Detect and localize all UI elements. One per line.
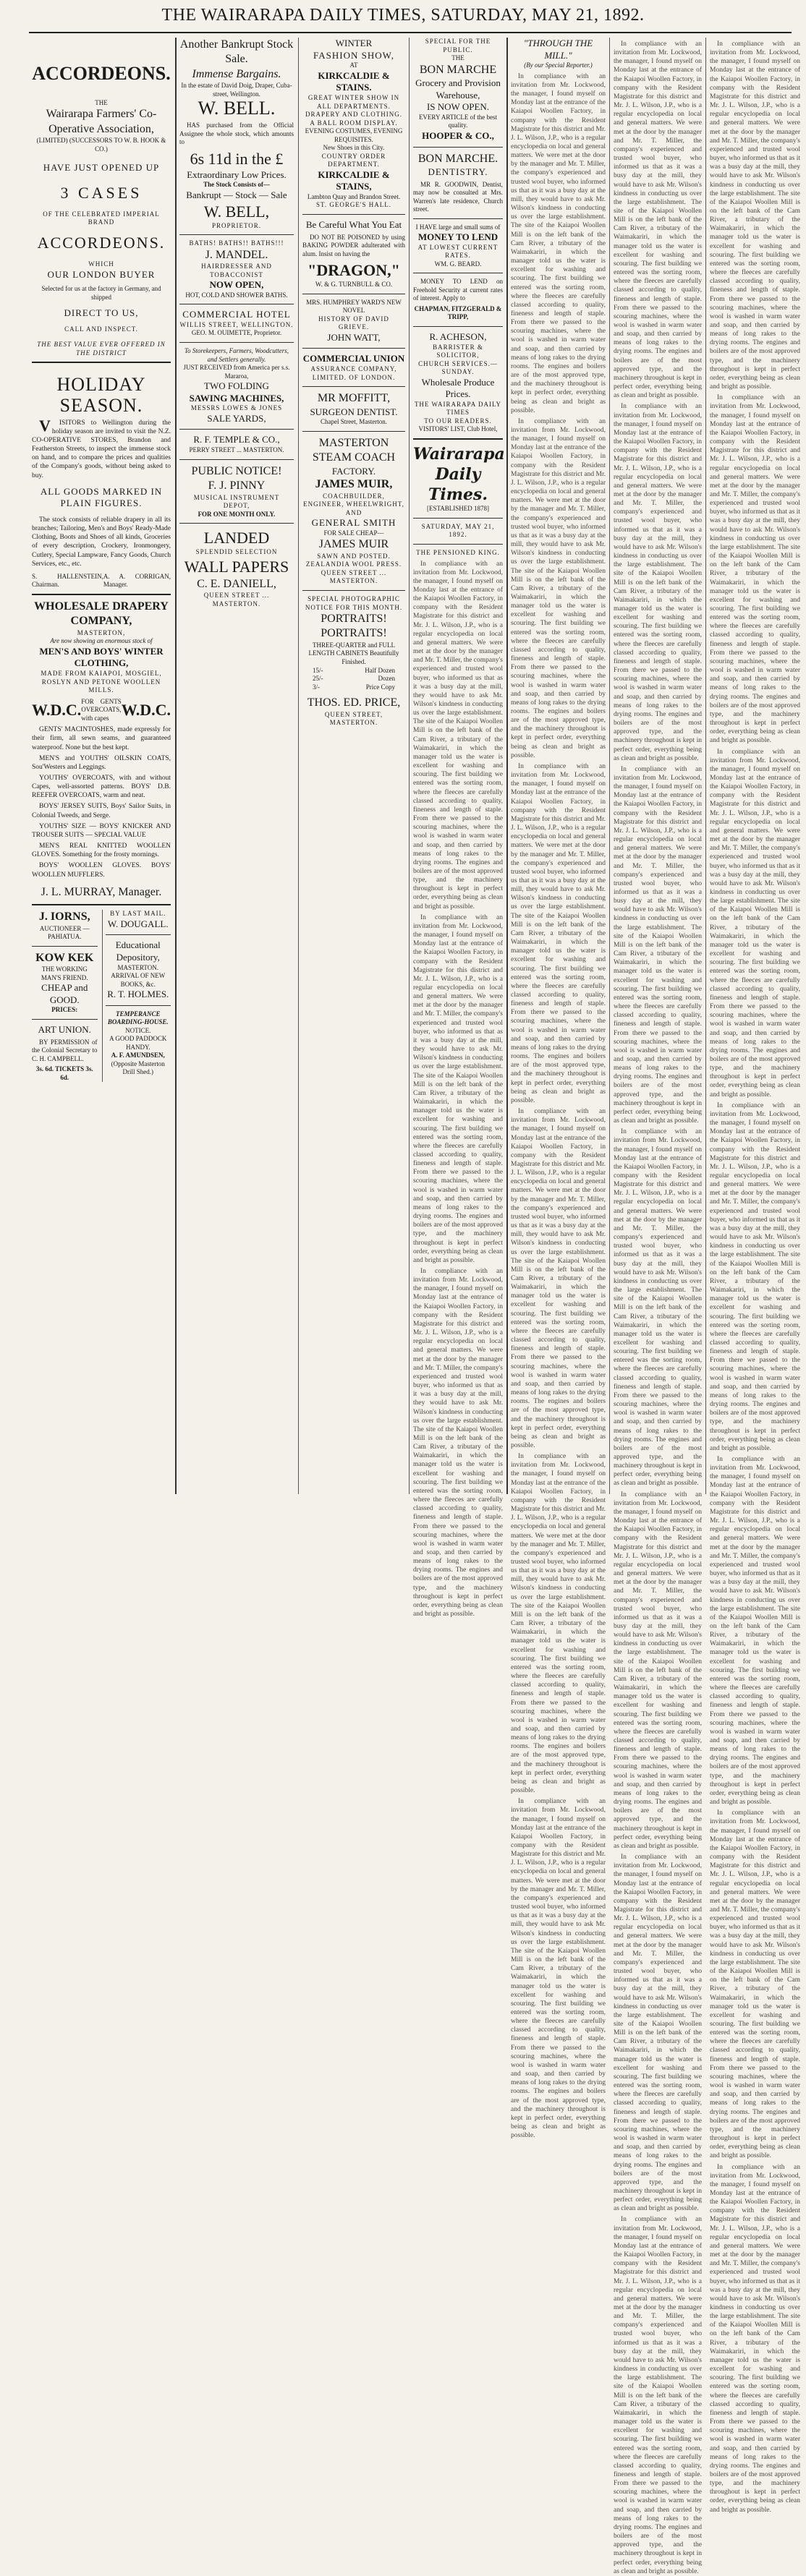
cheap-good: CHEAP and GOOD. bbox=[41, 982, 88, 1005]
bankrupt-stock-sale: Bankrupt — Stock — Sale bbox=[186, 189, 287, 200]
gents-text: GENTS' MACINTOSHES, made expressly for their firm, all sewn seams, and guaranteed waterproof. None but the best kept. bbox=[32, 726, 171, 751]
bon-marche: BON MARCHE bbox=[419, 63, 497, 76]
visitors-list: VISITORS' LIST, Club Hotel, bbox=[418, 425, 498, 433]
daniell-heading: C. E. DANIELL, bbox=[197, 577, 276, 590]
every-article: EVERY ARTICLE of the best quality. bbox=[418, 113, 498, 129]
new-shoes: New Shoes in this City. bbox=[323, 144, 385, 152]
thos-price: THOS. ED. PRICE, bbox=[307, 696, 401, 709]
cases-heading: 3 CASES bbox=[60, 183, 143, 202]
country-order: COUNTRY ORDER DEPARTMENT. bbox=[321, 152, 386, 169]
poisoned-text: DO NOT BE POISONED by using BAKING POWDER adulterated with alum. Insist on having the bbox=[302, 233, 405, 257]
purchased-text: HAS purchased from the Official Assignee the whole stock, which amounts to bbox=[179, 121, 294, 146]
dougall: W. DOUGALL. bbox=[107, 918, 169, 929]
article-text-5: In compliance with an invitation from Mr. Lockwood, the manager, I found myself on Monday last at the entrance of the Kaiapoi Woollen Factory, in company with the Resident Magistrate for this district and Mr. J. L. Wilson, J.P., who is a regular encyclopedia on local and general matters. We were met at the door by the manager and Mr. T. Miller, the company's experienced and trusted wool buyer, who informed us that as it was a busy day at the mill, they would have to ask Mr. Wilson's kindness in conducting us over the large establishment. The site of the Kaiapoi Woollen Mill is on the left bank of the Cam River, a tributary of the Waimakariri, in which the manager told us the water is excellent for washing and scouring. The first building we entered was the sorting room, where the fleeces are carefully classed according to quality, fineness and length of staple. From there we passed to the scouring machines, where the wool is washed in warm water and soap, and then carried by means of long rakes to the drying rooms. The engines and boilers are of the most approved type, and the machinery throughout is kept in perfect order, everything being as clean and bright as possible. bbox=[511, 72, 606, 414]
direct-to-us: DIRECT TO US, bbox=[64, 307, 139, 319]
general-smith: GENERAL SMITH bbox=[311, 517, 396, 529]
column-rule bbox=[506, 38, 508, 1494]
best-value: THE BEST VALUE EVER OFFERED IN THE DISTRICT bbox=[37, 341, 166, 357]
kirkcaldie-heading-2: KIRKCALDIE & STAINS, bbox=[318, 169, 390, 192]
moffitt-heading: MR MOFFITT, bbox=[317, 392, 391, 405]
knitted-text: MEN'S REAL KNITTED WOOLLEN GLOVES. Something for the frosty mornings. bbox=[32, 843, 171, 859]
iorns-heading: J. IORNS, bbox=[38, 910, 90, 924]
for-sale: FOR SALE CHEAP— bbox=[323, 529, 384, 537]
special-public: SPECIAL FOR THE PUBLIC. bbox=[425, 38, 491, 54]
ball-room: A BALL ROOM DISPLAY. bbox=[310, 119, 398, 127]
amundsen: A. F. AMUNDSEN, bbox=[111, 1052, 165, 1059]
youths-text-2: YOUTHS' OVERCOATS, with and without Capes, well-assorted patterns. BOYS' D.B. REEFER OVERCOATS, warm and neat. bbox=[32, 774, 171, 800]
art-union: ART UNION. bbox=[38, 1023, 91, 1035]
beard: WM. G. BEARD. bbox=[434, 260, 482, 268]
column-6 bbox=[614, 38, 702, 2575]
article-text-5d: In compliance with an invitation from Mr. Lockwood, the manager, I found myself on Monday last at the entrance of the Kaiapoi Woollen Factory, in company with the Resident Magistrate for this district and Mr. J. L. Wilson, J.P., who is a regular encyclopedia on local and general matters. We were met at the door by the manager and Mr. T. Miller, the company's experienced and trusted wool buyer, who informed us that as it was a busy day at the mill, they would have to ask Mr. Wilson's kindness in conducting us over the large establishment. The site of the Kaiapoi Woollen Mill is on the left bank of the Cam River, a tributary of the Waimakariri, in which the manager told us the water is excellent for washing and scouring. The first building we entered was the sorting room, where the fleeces are carefully classed according to quality, fineness and length of staple. From there we passed to the scouring machines, where the wool is washed in warm water and soap, and then carried by means of long rakes to the drying rooms. The engines and boilers are of the most approved type, and the machinery throughout is kept in perfect order, everything being as clean and bright as possible. bbox=[511, 1108, 606, 1449]
column-rule bbox=[705, 38, 706, 1494]
celebrated-line: OF THE CELEBRATED IMPERIAL BRAND bbox=[43, 210, 160, 226]
article-text-5f: In compliance with an invitation from Mr. Lockwood, the manager, I found myself on Monday last at the entrance of the Kaiapoi Woollen Factory, in company with the Resident Magistrate for this district and Mr. J. L. Wilson, J.P., who is a regular encyclopedia on local and general matters. We were met at the door by the manager and Mr. T. Miller, the company's experienced and trusted wool buyer, who informed us that as it was a busy day at the mill, they would have to ask Mr. Wilson's kindness in conducting us over the large establishment. The site of the Kaiapoi Woollen Mill is on the left bank of the Cam River, a tributary of the Waimakariri, in which the manager told us the water is excellent for washing and scouring. The first building we entered was the sorting room, where the fleeces are carefully classed according to quality, fineness and length of staple. From there we passed to the scouring machines, where the wool is washed in warm water and soap, and then carried by means of long rakes to the drying rooms. The engines and boilers are of the most approved type, and the machinery throughout is kept in perfect order, everything being as clean and bright as possible. bbox=[511, 1798, 606, 2140]
drapery-clothing: DRAPERY AND CLOTHING. bbox=[305, 111, 402, 119]
article-text-7g: In compliance with an invitation from Mr. Lockwood, the manager, I found myself on Monday last at the entrance of the Kaiapoi Woollen Factory, in company with the Resident Magistrate for this district and Mr. J. L. Wilson, J.P., who is a regular encyclopedia on local and general matters. We were met at the door by the manager and Mr. T. Miller, the company's experienced and trusted wool buyer, who informed us that as it was a busy day at the mill, they would have to ask Mr. Wilson's kindness in conducting us over the large establishment. The site of the Kaiapoi Woollen Mill is on the left bank of the Cam River, a tributary of the Waimakariri, in which the manager told us the water is excellent for washing and scouring. The first building we entered was the sorting room, where the fleeces are carefully classed according to quality, fineness and length of staple. From there we passed to the scouring machines, where the wool is washed in warm water and soap, and then carried by means of long rakes to the drying rooms. The engines and boilers are of the most approved type, and the machinery throughout is kept in perfect order, everything being as clean and bright as possible. bbox=[710, 2163, 800, 2514]
column-rule bbox=[609, 38, 610, 1494]
have-opened: HAVE JUST OPENED UP bbox=[43, 162, 160, 174]
musical-depot: MUSICAL INSTRUMENT DEPOT, bbox=[193, 493, 280, 510]
now-open: NOW OPEN, bbox=[209, 279, 264, 291]
grocery-line: Grocery and Provision Warehouse, bbox=[415, 77, 501, 101]
column-1 bbox=[32, 38, 171, 1494]
accordeons-heading: ACCORDEONS. bbox=[32, 63, 171, 84]
column-rule bbox=[409, 38, 410, 1494]
hot-cold: HOT, COLD AND SHOWER BATHS. bbox=[185, 291, 288, 299]
perry-street: PERRY STREET ... MASTERTON. bbox=[189, 446, 284, 454]
wholesale-heading: WHOLESALE DRAPERY COMPANY, bbox=[34, 600, 169, 628]
plain-figures: ALL GOODS MARKED IN PLAIN FIGURES. bbox=[40, 485, 163, 509]
commercial-hotel: COMMERCIAL HOTEL bbox=[182, 309, 291, 320]
masthead: THE WAIRARAPA DAILY TIMES, SATURDAY, MAY 21, 1892. bbox=[161, 6, 645, 25]
temple-heading: R. F. TEMPLE & CO., bbox=[193, 434, 280, 445]
jersey-text: BOYS' JERSEY SUITS, Boys' Sailor Suits, in Colonial Tweeds, and Serge. bbox=[32, 803, 171, 819]
steam-masterton: MASTERTON bbox=[318, 436, 389, 449]
column-5 bbox=[511, 38, 606, 2140]
half-dozen: Half Dozen bbox=[365, 666, 395, 674]
james-muir: JAMES MUIR, bbox=[315, 478, 393, 491]
holiday-heading: HOLIDAY SEASON. bbox=[56, 374, 146, 416]
landed-heading: LANDED bbox=[203, 529, 270, 547]
article-text-6f: In compliance with an invitation from Mr. Lockwood, the manager, I found myself on Monday last at the entrance of the Kaiapoi Woollen Factory, in company with the Resident Magistrate for this district and Mr. J. L. Wilson, J.P., who is a regular encyclopedia on local and general matters. We were met at the door by the manager and Mr. T. Miller, the company's experienced and trusted wool buyer, who informed us that as it was a busy day at the mill, they would have to ask Mr. Wilson's kindness in conducting us over the large establishment. The site of the Kaiapoi Woollen Mill is on the left bank of the Cam River, a tributary of the Waimakariri, in which the manager told us the water is excellent for washing and scouring. The first building we entered was the sorting room, where the fleeces are carefully classed according to quality, fineness and length of staple. From there we passed to the scouring machines, where the wool is washed in warm water and soap, and then carried by means of long rakes to the drying rooms. The engines and boilers are of the most approved type, and the machinery throughout is kept in perfect order, everything being as clean and bright as possible. bbox=[614, 1854, 702, 2213]
evening-costumes: EVENING COSTUMES, EVENING REQUISITES. bbox=[305, 127, 403, 143]
stock-text: The stock consists of reliable drapery in all its branches; Tailoring, Men's and Boys' Ready-Made Clothing, Boots and Shoes of all kinds, Groceries of every description, Crockery, Ironmongery, Cutlery, Special Lampware, Fancy Goods, Church Services, etc., etc. bbox=[32, 516, 171, 568]
article-text-4: In compliance with an invitation from Mr. Lockwood, the manager, I found myself on Monday last at the entrance of the Kaiapoi Woollen Factory, in company with the Resident Magistrate for this district and Mr. J. L. Wilson, J.P., who is a regular encyclopedia on local and general matters. We were met at the door by the manager and Mr. T. Miller, the company's experienced and trusted wool buyer, who informed us that as it was a busy day at the mill, they would have to ask Mr. Wilson's kindness in conducting us over the large establishment. The site of the Kaiapoi Woollen Mill is on the left bank of the Cam River, a tributary of the Waimakariri, in which the manager told us the water is excellent for washing and scouring. The first building we entered was the sorting room, where the fleeces are carefully classed according to quality, fineness and length of staple. From there we passed to the scouring machines, where the wool is washed in warm water and soap, and then carried by means of long rakes to the drying rooms. The engines and boilers are of the most approved type, and the machinery throughout is kept in perfect order, everything being as clean and bright as possible. bbox=[413, 560, 503, 910]
wbell-heading: W. BELL. bbox=[198, 98, 276, 119]
masthead-rule bbox=[29, 32, 792, 33]
article-text-6b: In compliance with an invitation from Mr. Lockwood, the manager, I found myself on Monday last at the entrance of the Kaiapoi Woollen Factory, in company with the Resident Magistrate for this district and Mr. J. L. Wilson, J.P., who is a regular encyclopedia on local and general matters. We were met at the door by the manager and Mr. T. Miller, the company's experienced and trusted wool buyer, who informed us that as it was a busy day at the mill, they would have to ask Mr. Wilson's kindness in conducting us over the large establishment. The site of the Kaiapoi Woollen Mill is on the left bank of the Cam River, a tributary of the Waimakariri, in which the manager told us the water is excellent for washing and scouring. The first building we entered was the sorting room, where the fleeces are carefully classed according to quality, fineness and length of staple. From there we passed to the scouring machines, where the wool is washed in warm water and soap, and then carried by means of long rakes to the drying rooms. The engines and boilers are of the most approved type, and the machinery throughout is kept in perfect order, everything being as clean and bright as possible. bbox=[614, 403, 702, 762]
temperance-heading: TEMPERANCE BOARDING-HOUSE. bbox=[107, 1010, 169, 1026]
the-label: THE bbox=[95, 98, 108, 106]
established: [ESTABLISHED 1878] bbox=[426, 505, 490, 513]
article-text-6e: In compliance with an invitation from Mr. Lockwood, the manager, I found myself on Monday last at the entrance of the Kaiapoi Woollen Factory, in company with the Resident Magistrate for this district and Mr. J. L. Wilson, J.P., who is a regular encyclopedia on local and general matters. We were met at the door by the manager and Mr. T. Miller, the company's experienced and trusted wool buyer, who informed us that as it was a busy day at the mill, they would have to ask Mr. Wilson's kindness in conducting us over the large establishment. The site of the Kaiapoi Woollen Mill is on the left bank of the Cam River, a tributary of the Waimakariri, in which the manager told us the water is excellent for washing and scouring. The first building we entered was the sorting room, where the fleeces are carefully classed according to quality, fineness and length of staple. From there we passed to the scouring machines, where the wool is washed in warm water and soap, and then carried by means of long rakes to the drying rooms. The engines and boilers are of the most approved type, and the machinery throughout is kept in perfect order, everything being as clean and bright as possible. bbox=[614, 1490, 702, 1850]
article-text-6d: In compliance with an invitation from Mr. Lockwood, the manager, I found myself on Monday last at the entrance of the Kaiapoi Woollen Factory, in company with the Resident Magistrate for this district and Mr. J. L. Wilson, J.P., who is a regular encyclopedia on local and general matters. We were met at the door by the manager and Mr. T. Miller, the company's experienced and trusted wool buyer, who informed us that as it was a busy day at the mill, they would have to ask Mr. Wilson's kindness in conducting us over the large establishment. The site of the Kaiapoi Woollen Mill is on the left bank of the Cam River, a tributary of the Waimakariri, in which the manager told us the water is excellent for washing and scouring. The first building we entered was the sorting room, where the fleeces are carefully classed according to quality, fineness and length of staple. From there we passed to the scouring machines, where the wool is washed in warm water and soap, and then carried by means of long rakes to the drying rooms. The engines and boilers are of the most approved type, and the machinery throughout is kept in perfect order, everything being as clean and bright as possible. bbox=[614, 1128, 702, 1488]
murray-signature: J. L. MURRAY, Manager. bbox=[41, 885, 162, 898]
money-lend-text: MONEY TO LEND on Freehold Security at current rates of interest. Apply to bbox=[413, 278, 503, 302]
column-3 bbox=[302, 38, 405, 1494]
portraits-1: PORTRAITS! bbox=[321, 613, 387, 626]
lambton-line: Lambton Quay and Brandon Street. bbox=[307, 192, 401, 200]
price-1: 15/- bbox=[313, 666, 323, 674]
goodwin-text: MR R. GOODWIN, Dentist, may now be consulted at Mrs. Warren's late residence, Church street. bbox=[413, 180, 503, 213]
the-label-4: THE bbox=[451, 54, 464, 62]
willis-street: WILLIS STREET, WELLINGTON. bbox=[179, 320, 294, 328]
educational-heading: Educational Depository, bbox=[115, 939, 161, 963]
youths-text: MEN'S and YOUTHS' OILSKIN COATS, Sou'Westers and Leggings. bbox=[32, 754, 171, 771]
pensioned-king: THE PENSIONED KING. bbox=[416, 548, 500, 556]
bankrupt-heading: Another Bankrupt Stock Sale. bbox=[179, 38, 294, 66]
money-to-lend: MONEY TO LEND bbox=[417, 231, 499, 243]
have-large: I HAVE large and small sums of bbox=[415, 223, 501, 231]
kow-kek-heading: KOW KEK bbox=[35, 951, 94, 964]
winter-clothing: MEN'S AND BOYS' WINTER CLOTHING, bbox=[39, 645, 164, 669]
wdc-mid: FOR GENTS OVERCOATS, with capes bbox=[81, 697, 122, 722]
surgeon-dentist: SURGEON DENTIST. bbox=[310, 406, 398, 417]
article-text-6g: In compliance with an invitation from Mr. Lockwood, the manager, I found myself on Monday last at the entrance of the Kaiapoi Woollen Factory, in company with the Resident Magistrate for this district and Mr. J. L. Wilson, J.P., who is a regular encyclopedia on local and general matters. We were met at the door by the manager and Mr. T. Miller, the company's experienced and trusted wool buyer, who informed us that as it was a busy day at the mill, they would have to ask Mr. Wilson's kindness in conducting us over the large establishment. The site of the Kaiapoi Woollen Mill is on the left bank of the Cam River, a tributary of the Waimakariri, in which the manager told us the water is excellent for washing and scouring. The first building we entered was the sorting room, where the fleeces are carefully classed according to quality, fineness and length of staple. From there we passed to the scouring machines, where the wool is washed in warm water and soap, and then carried by means of long rakes to the drying rooms. The engines and boilers are of the most approved type, and the machinery throughout is kept in perfect order, everything being as clean and bright as possible. bbox=[614, 2216, 702, 2575]
by-last-mail: BY LAST MAIL. bbox=[110, 910, 166, 918]
chapman: CHAPMAN, FITZGERALD & TRIPP, bbox=[414, 304, 502, 321]
article-text-7: In compliance with an invitation from Mr. Lockwood, the manager, I found myself on Monday last at the entrance of the Kaiapoi Woollen Factory, in company with the Resident Magistrate for this district and Mr. J. L. Wilson, J.P., who is a regular encyclopedia on local and general matters. We were met at the door by the manager and Mr. T. Miller, the company's experienced and trusted wool buyer, who informed us that as it was a busy day at the mill, they would have to ask Mr. Wilson's kindness in conducting us over the large establishment. The site of the Kaiapoi Woollen Mill is on the left bank of the Cam River, a tributary of the Waimakariri, in which the manager told us the water is excellent for washing and scouring. The first building we entered was the sorting room, where the fleeces are carefully classed according to quality, fineness and length of staple. From there we passed to the scouring machines, where the wool is washed in warm water and soap, and then carried by means of long rakes to the drying rooms. The engines and boilers are of the most approved type, and the machinery throughout is kept in perfect order, everything being as clean and bright as possible. bbox=[710, 40, 800, 391]
commercial-union: COMMERCIAL UNION bbox=[302, 353, 405, 364]
price-3: 3/- bbox=[313, 683, 320, 691]
humphrey-line: MRS. HUMPHREY WARD'S NEW NOVEL bbox=[306, 298, 402, 315]
lowest-rates: AT LOWEST CURRENT RATES. bbox=[417, 243, 499, 260]
two-folding: TWO FOLDING bbox=[204, 380, 269, 392]
dentistry: DENTISTRY. bbox=[428, 166, 488, 178]
article-text-7f: In compliance with an invitation from Mr. Lockwood, the manager, I found myself on Monday last at the entrance of the Kaiapoi Woollen Factory, in company with the Resident Magistrate for this district and Mr. J. L. Wilson, J.P., who is a regular encyclopedia on local and general matters. We were met at the door by the manager and Mr. T. Miller, the company's experienced and trusted wool buyer, who informed us that as it was a busy day at the mill, they would have to ask Mr. Wilson's kindness in conducting us over the large establishment. The site of the Kaiapoi Woollen Mill is on the left bank of the Cam River, a tributary of the Waimakariri, in which the manager told us the water is excellent for washing and scouring. The first building we entered was the sorting room, where the fleeces are carefully classed according to quality, fineness and length of staple. From there we passed to the scouring machines, where the wool is washed in warm water and soap, and then carried by means of long rakes to the drying rooms. The engines and boilers are of the most approved type, and the machinery throughout is kept in perfect order, everything being as clean and bright as possible. bbox=[710, 1809, 800, 2160]
working-man: THE WORKING MAN'S FRIEND. bbox=[41, 965, 88, 981]
coachbuilder: COACHBUILDER, ENGINEER, WHEELWRIGHT, AND bbox=[303, 492, 404, 516]
sale-yards: SALE YARDS, bbox=[207, 412, 266, 424]
which-label: WHICH bbox=[88, 260, 114, 268]
st-georges: ST. GEORGE'S HALL. bbox=[316, 201, 391, 209]
sawing-machines: SAWING MACHINES, bbox=[189, 392, 284, 404]
three-quarter: THREE-QUARTER and FULL LENGTH CABINETS Beautifully Finished. bbox=[308, 641, 399, 665]
made-from: MADE FROM KAIAPOI, MOSGIEL, ROSLYN AND PETONE WOOLLEN MILLS. bbox=[41, 670, 162, 694]
assurance-line: ASSURANCE COMPANY, LIMITED. OF LONDON. bbox=[310, 365, 397, 381]
now-open-4: IS NOW OPEN. bbox=[426, 101, 490, 113]
ouimette-line: GEO. M. OUIMETTE, Proprietor. bbox=[191, 329, 282, 337]
just-received: JUST RECEIVED from America per s.s. Mararoa, bbox=[183, 364, 290, 380]
great-winter: GREAT WINTER SHOW IN ALL DEPARTMENTS. bbox=[307, 94, 400, 110]
church-services: CHURCH SERVICES.—SUNDAY. bbox=[418, 359, 498, 376]
signature-chairman: S. HALLENSTEIN, Chairman. bbox=[32, 572, 103, 589]
pinny-heading: F. J. PINNY bbox=[208, 479, 266, 492]
dozen: Dozen bbox=[378, 675, 395, 683]
educational-town: MASTERTON. bbox=[117, 963, 159, 971]
price-line: 6s 11d in the £ bbox=[190, 149, 284, 168]
column-rule bbox=[175, 38, 177, 1494]
showing-line: Are now showing an enormous stock of bbox=[50, 637, 153, 645]
association-name: Wairarapa Farmers' Co-Operative Association, bbox=[46, 108, 157, 135]
wbell-heading-2: W. BELL, bbox=[203, 202, 270, 221]
wall-papers: WALL PAPERS bbox=[184, 557, 289, 576]
estate-line: In the estate of David Doig, Draper, Cuba-street, Wellington. bbox=[181, 82, 292, 98]
queen-street-3: QUEEN STREET ... MASTERTON. bbox=[321, 568, 387, 585]
signature-manager: A. A. CORRIGAN, Manager. bbox=[103, 572, 171, 589]
queen-street-price: QUEEN STREET, MASTERTON. bbox=[324, 710, 383, 727]
article-text-5b: In compliance with an invitation from Mr. Lockwood, the manager, I found myself on Monday last at the entrance of the Kaiapoi Woollen Factory, in company with the Resident Magistrate for this district and Mr. J. L. Wilson, J.P., who is a regular encyclopedia on local and general matters. We were met at the door by the manager and Mr. T. Miller, the company's experienced and trusted wool buyer, who informed us that as it was a busy day at the mill, they would have to ask Mr. Wilson's kindness in conducting us over the large establishment. The site of the Kaiapoi Woollen Mill is on the left bank of the Cam River, a tributary of the Waimakariri, in which the manager told us the water is excellent for washing and scouring. The first building we entered was the sorting room, where the fleeces are carefully classed according to quality, fineness and length of staple. From there we passed to the scouring machines, where the wool is washed in warm water and soap, and then carried by means of long rakes to the drying rooms. The engines and boilers are of the most approved type, and the machinery throughout is kept in perfect order, everything being as clean and bright as possible. bbox=[511, 417, 606, 759]
mandel-heading: J. MANDEL. bbox=[205, 248, 268, 261]
column-4 bbox=[413, 38, 505, 1618]
steam-factory: FACTORY. bbox=[331, 465, 376, 477]
kirkcaldie-heading: KIRKCALDIE & STAINS. bbox=[318, 69, 390, 93]
splendid-selection: SPLENDID SELECTION bbox=[195, 548, 278, 556]
to-our-readers: TO OUR READERS. bbox=[424, 417, 492, 425]
be-careful: Be Careful What You Eat bbox=[305, 218, 402, 230]
accordeons-big: ACCORDEONS. bbox=[37, 233, 166, 252]
proprietor-label: PROPRIETOR. bbox=[211, 221, 262, 229]
through-mill: "THROUGH THE MILL." bbox=[523, 38, 593, 61]
barrister: BARRISTER & SOLICITOR, bbox=[433, 343, 483, 359]
selected-line: Selected for us at the factory in Germany, and shipped bbox=[41, 285, 161, 301]
tickets: 3s. 6d. TICKETS 3s. 6d. bbox=[35, 1065, 93, 1081]
bon-marche-2: BON MARCHE. bbox=[417, 152, 499, 165]
fashion-show: FASHION SHOW, bbox=[313, 49, 394, 61]
wdc-right: W.D.C. bbox=[121, 700, 171, 719]
article-text-5e: In compliance with an invitation from Mr. Lockwood, the manager, I found myself on Monday last at the entrance of the Kaiapoi Woollen Factory, in company with the Resident Magistrate for this district and Mr. J. L. Wilson, J.P., who is a regular encyclopedia on local and general matters. We were met at the door by the manager and Mr. T. Miller, the company's experienced and trusted wool buyer, who informed us that as it was a busy day at the mill, they would have to ask Mr. Wilson's kindness in conducting us over the large establishment. The site of the Kaiapoi Woollen Mill is on the left bank of the Cam River, a tributary of the Waimakariri, in which the manager told us the water is excellent for washing and scouring. The first building we entered was the sorting room, where the fleeces are carefully classed according to quality, fineness and length of staple. From there we passed to the scouring machines, where the wool is washed in warm water and soap, and then carried by means of long rakes to the drying rooms. The engines and boilers are of the most approved type, and the machinery throughout is kept in perfect order, everything being as clean and bright as possible. bbox=[511, 1453, 606, 1795]
article-text-4c: In compliance with an invitation from Mr. Lockwood, the manager, I found myself on Monday last at the entrance of the Kaiapoi Woollen Factory, in company with the Resident Magistrate for this district and Mr. J. L. Wilson, J.P., who is a regular encyclopedia on local and general matters. We were met at the door by the manager and Mr. T. Miller, the company's experienced and trusted wool buyer, who informed us that as it was a busy day at the mill, they would have to ask Mr. Wilson's kindness in conducting us over the large establishment. The site of the Kaiapoi Woollen Mill is on the left bank of the Cam River, a tributary of the Waimakariri, in which the manager told us the water is excellent for washing and scouring. The first building we entered was the sorting room, where the fleeces are carefully classed according to quality, fineness and length of staple. From there we passed to the scouring machines, where the wool is washed in warm water and soap, and then carried by means of long rakes to the drying rooms. The engines and boilers are of the most approved type, and the machinery throughout is kept in perfect order, everything being as clean and bright as possible. bbox=[413, 1268, 503, 1618]
price-2: 25/- bbox=[313, 675, 323, 683]
storekeepers-line: To Storekeepers, Farmers, Woodcutters, and Settlers generally. bbox=[184, 346, 289, 363]
article-text-5c: In compliance with an invitation from Mr. Lockwood, the manager, I found myself on Monday last at the entrance of the Kaiapoi Woollen Factory, in company with the Resident Magistrate for this district and Mr. J. L. Wilson, J.P., who is a regular encyclopedia on local and general matters. We were met at the door by the manager and Mr. T. Miller, the company's experienced and trusted wool buyer, who informed us that as it was a busy day at the mill, they would have to ask Mr. Wilson's kindness in conducting us over the large establishment. The site of the Kaiapoi Woollen Mill is on the left bank of the Cam River, a tributary of the Waimakariri, in which the manager told us the water is excellent for washing and scouring. The first building we entered was the sorting room, where the fleeces are carefully classed according to quality, fineness and length of staple. From there we passed to the scouring machines, where the wool is washed in warm water and soap, and then carried by means of long rakes to the drying rooms. The engines and boilers are of the most approved type, and the machinery throughout is kept in perfect order, everything being as clean and bright as possible. bbox=[511, 762, 606, 1104]
chapel-street: Chapel Street, Masterton. bbox=[321, 418, 387, 426]
winter-label: WINTER bbox=[335, 38, 373, 48]
prices-label: PRICES: bbox=[51, 1006, 78, 1014]
stock-consists: The Stock Consists of— bbox=[203, 181, 270, 189]
article-text-7c: In compliance with an invitation from Mr. Lockwood, the manager, I found myself on Monday last at the entrance of the Kaiapoi Woollen Factory, in company with the Resident Magistrate for this district and Mr. J. L. Wilson, J.P., who is a regular encyclopedia on local and general matters. We were met at the door by the manager and Mr. T. Miller, the company's experienced and trusted wool buyer, who informed us that as it was a busy day at the mill, they would have to ask Mr. Wilson's kindness in conducting us over the large establishment. The site of the Kaiapoi Woollen Mill is on the left bank of the Cam River, a tributary of the Waimakariri, in which the manager told us the water is excellent for washing and scouring. The first building we entered was the sorting room, where the fleeces are carefully classed according to quality, fineness and length of staple. From there we passed to the scouring machines, where the wool is washed in warm water and soap, and then carried by means of long rakes to the drying rooms. The engines and boilers are of the most approved type, and the machinery throughout is kept in perfect order, everything being as clean and bright as possible. bbox=[710, 748, 800, 1099]
london-buyer: OUR LONDON BUYER bbox=[47, 268, 156, 280]
paddock-line: A GOOD PADDOCK HANDY. bbox=[109, 1035, 167, 1051]
lowes-jones: MESSRS LOWES & JONES bbox=[190, 404, 283, 412]
issue-date: SATURDAY, MAY 21, 1892. bbox=[421, 522, 495, 539]
acheson: R. ACHESON, bbox=[429, 330, 487, 342]
baths-line: BATHS! BATHS!! BATHS!!! bbox=[189, 239, 284, 247]
one-month: FOR ONE MONTH ONLY. bbox=[198, 510, 276, 518]
special-reporter: (By our Special Reporter.) bbox=[524, 61, 593, 69]
public-notice: PUBLIC NOTICE! bbox=[191, 464, 282, 477]
sawn-posted: SAWN AND POSTED. bbox=[317, 552, 391, 560]
steam-coach: STEAM COACH bbox=[312, 451, 396, 464]
article-text-7d: In compliance with an invitation from Mr. Lockwood, the manager, I found myself on Monday last at the entrance of the Kaiapoi Woollen Factory, in company with the Resident Magistrate for this district and Mr. J. L. Wilson, J.P., who is a regular encyclopedia on local and general matters. We were met at the door by the manager and Mr. T. Miller, the company's experienced and trusted wool buyer, who informed us that as it was a busy day at the mill, they would have to ask Mr. Wilson's kindness in conducting us over the large establishment. The site of the Kaiapoi Woollen Mill is on the left bank of the Cam River, a tributary of the Waimakariri, in which the manager told us the water is excellent for washing and scouring. The first building we entered was the sorting room, where the fleeces are carefully classed according to quality, fineness and length of staple. From there we passed to the scouring machines, where the wool is washed in warm water and soap, and then carried by means of long rakes to the drying rooms. The engines and boilers are of the most approved type, and the machinery throughout is kept in perfect order, everything being as clean and bright as possible. bbox=[710, 1101, 800, 1452]
daily-times-masthead: Wairarapa Daily Times. bbox=[413, 444, 505, 505]
extraordinary-line: Extraordinary Low Prices. bbox=[187, 169, 287, 180]
dragon-heading: "DRAGON," bbox=[307, 261, 400, 280]
iorns-subheading: AUCTIONEER — PAHIATUA. bbox=[39, 924, 90, 941]
arrival-line: ARRIVAL OF NEW BOOKS, &c. bbox=[111, 972, 166, 988]
immense-bargains: Immense Bargains. bbox=[192, 67, 281, 80]
queen-street: QUEEN STREET ... MASTERTON. bbox=[203, 592, 270, 607]
wholesale-produce: Wholesale Produce Prices. bbox=[421, 376, 495, 400]
hairdresser-line: HAIRDRESSER AND TOBACCONIST bbox=[201, 263, 272, 278]
article-text-7b: In compliance with an invitation from Mr. Lockwood, the manager, I found myself on Monday last at the entrance of the Kaiapoi Woollen Factory, in company with the Resident Magistrate for this district and Mr. J. L. Wilson, J.P., who is a regular encyclopedia on local and general matters. We were met at the door by the manager and Mr. T. Miller, the company's experienced and trusted wool buyer, who informed us that as it was a busy day at the mill, they would have to ask Mr. Wilson's kindness in conducting us over the large establishment. The site of the Kaiapoi Woollen Mill is on the left bank of the Cam River, a tributary of the Waimakariri, in which the manager told us the water is excellent for washing and scouring. The first building we entered was the sorting room, where the fleeces are carefully classed according to quality, fineness and length of staple. From there we passed to the scouring machines, where the wool is washed in warm water and soap, and then carried by means of long rakes to the drying rooms. The engines and boilers are of the most approved type, and the machinery throughout is kept in perfect order, everything being as clean and bright as possible. bbox=[710, 394, 800, 745]
holiday-text: VISITORS to Wellington during the holiday season are invited to visit the N.Z. CO-OPERATIVE STORES, Brandon and Featherston Streets, to inspect the immense stock on hand, and to compare the prices and qualities of the Company's goods, without being asked to buy. bbox=[32, 416, 171, 479]
article-text-6: In compliance with an invitation from Mr. Lockwood, the manager, I found myself on Monday last at the entrance of the Kaiapoi Woollen Factory, in company with the Resident Magistrate for this district and Mr. J. L. Wilson, J.P., who is a regular encyclopedia on local and general matters. We were met at the door by the manager and Mr. T. Miller, the company's experienced and trusted wool buyer, who informed us that as it was a busy day at the mill, they would have to ask Mr. Wilson's kindness in conducting us over the large establishment. The site of the Kaiapoi Woollen Mill is on the left bank of the Cam River, a tributary of the Waimakariri, in which the manager told us the water is excellent for washing and scouring. The first building we entered was the sorting room, where the fleeces are carefully classed according to quality, fineness and length of staple. From there we passed to the scouring machines, where the wool is washed in warm water and soap, and then carried by means of long rakes to the drying rooms. The engines and boilers are of the most approved type, and the machinery throughout is kept in perfect order, everything being as clean and bright as possible. bbox=[614, 40, 702, 400]
zealandia: ZEALANDIA WOOL PRESS. bbox=[305, 560, 402, 568]
john-watt: JOHN WATT, bbox=[327, 331, 381, 343]
notice-label: NOTICE. bbox=[125, 1026, 151, 1034]
holmes: R. T. HOLMES. bbox=[107, 989, 169, 1000]
art-union-text: BY PERMISSION of the Colonial Secretary to C. H. CAMPBELL. bbox=[32, 1038, 98, 1062]
column-rule bbox=[298, 38, 299, 1494]
price-copy: Price Copy bbox=[365, 683, 395, 691]
opposite-line: (Opposite Masterton Drill Shed.) bbox=[111, 1059, 165, 1076]
at-label: AT bbox=[349, 61, 358, 69]
portraits-2: PORTRAITS! bbox=[321, 627, 387, 640]
column-2 bbox=[179, 38, 294, 1494]
article-text-7e: In compliance with an invitation from Mr. Lockwood, the manager, I found myself on Monday last at the entrance of the Kaiapoi Woollen Factory, in company with the Resident Magistrate for this district and Mr. J. L. Wilson, J.P., who is a regular encyclopedia on local and general matters. We were met at the door by the manager and Mr. T. Miller, the company's experienced and trusted wool buyer, who informed us that as it was a busy day at the mill, they would have to ask Mr. Wilson's kindness in conducting us over the large establishment. The site of the Kaiapoi Woollen Mill is on the left bank of the Cam River, a tributary of the Waimakariri, in which the manager told us the water is excellent for washing and scouring. The first building we entered was the sorting room, where the fleeces are carefully classed according to quality, fineness and length of staple. From there we passed to the scouring machines, where the wool is washed in warm water and soap, and then carried by means of long rakes to the drying rooms. The engines and boilers are of the most approved type, and the machinery throughout is kept in perfect order, everything being as clean and bright as possible. bbox=[710, 1456, 800, 1807]
knicker-text: YOUTHS' SIZE — BOYS' KNICKER AND TROUSER SUITS — SPECIAL VALUE bbox=[32, 822, 171, 839]
james-muir-2: JAMES MUIR bbox=[318, 538, 389, 551]
column-7 bbox=[710, 38, 800, 2514]
david-grieve: HISTORY OF DAVID GRIEVE. bbox=[318, 315, 389, 331]
call-inspect: CALL AND INSPECT. bbox=[64, 325, 138, 333]
boys-gloves: BOYS' WOOLLEN GLOVES. BOYS' WOOLLEN MUFFLERS. bbox=[32, 862, 171, 879]
association-limited: (LIMITED) (SUCCESSORS TO W. B. HOOK & CO.) bbox=[36, 137, 166, 153]
hooper: HOOPER & CO., bbox=[422, 129, 494, 141]
daily-times-notice: THE WAIRARAPA DAILY TIMES bbox=[414, 400, 502, 417]
wholesale-town: MASTERTON, bbox=[77, 628, 126, 636]
wdc-left: W.D.C. bbox=[32, 700, 82, 719]
article-text-4b: In compliance with an invitation from Mr. Lockwood, the manager, I found myself on Monday last at the entrance of the Kaiapoi Woollen Factory, in company with the Resident Magistrate for this district and Mr. J. L. Wilson, J.P., who is a regular encyclopedia on local and general matters. We were met at the door by the manager and Mr. T. Miller, the company's experienced and trusted wool buyer, who informed us that as it was a busy day at the mill, they would have to ask Mr. Wilson's kindness in conducting us over the large establishment. The site of the Kaiapoi Woollen Mill is on the left bank of the Cam River, a tributary of the Waimakariri, in which the manager told us the water is excellent for washing and scouring. The first building we entered was the sorting room, where the fleeces are carefully classed according to quality, fineness and length of staple. From there we passed to the scouring machines, where the wool is washed in warm water and soap, and then carried by means of long rakes to the drying rooms. The engines and boilers are of the most approved type, and the machinery throughout is kept in perfect order, everything being as clean and bright as possible. bbox=[413, 913, 503, 1264]
article-text-6c: In compliance with an invitation from Mr. Lockwood, the manager, I found myself on Monday last at the entrance of the Kaiapoi Woollen Factory, in company with the Resident Magistrate for this district and Mr. J. L. Wilson, J.P., who is a regular encyclopedia on local and general matters. We were met at the door by the manager and Mr. T. Miller, the company's experienced and trusted wool buyer, who informed us that as it was a busy day at the mill, they would have to ask Mr. Wilson's kindness in conducting us over the large establishment. The site of the Kaiapoi Woollen Mill is on the left bank of the Cam River, a tributary of the Waimakariri, in which the manager told us the water is excellent for washing and scouring. The first building we entered was the sorting room, where the fleeces are carefully classed according to quality, fineness and length of staple. From there we passed to the scouring machines, where the wool is washed in warm water and soap, and then carried by means of long rakes to the drying rooms. The engines and boilers are of the most approved type, and the machinery throughout is kept in perfect order, everything being as clean and bright as possible. bbox=[614, 765, 702, 1125]
special-photo: SPECIAL PHOTOGRAPHIC NOTICE FOR THIS MONTH. bbox=[305, 594, 403, 611]
turnbull: W. & G. TURNBULL & CO. bbox=[315, 281, 393, 289]
